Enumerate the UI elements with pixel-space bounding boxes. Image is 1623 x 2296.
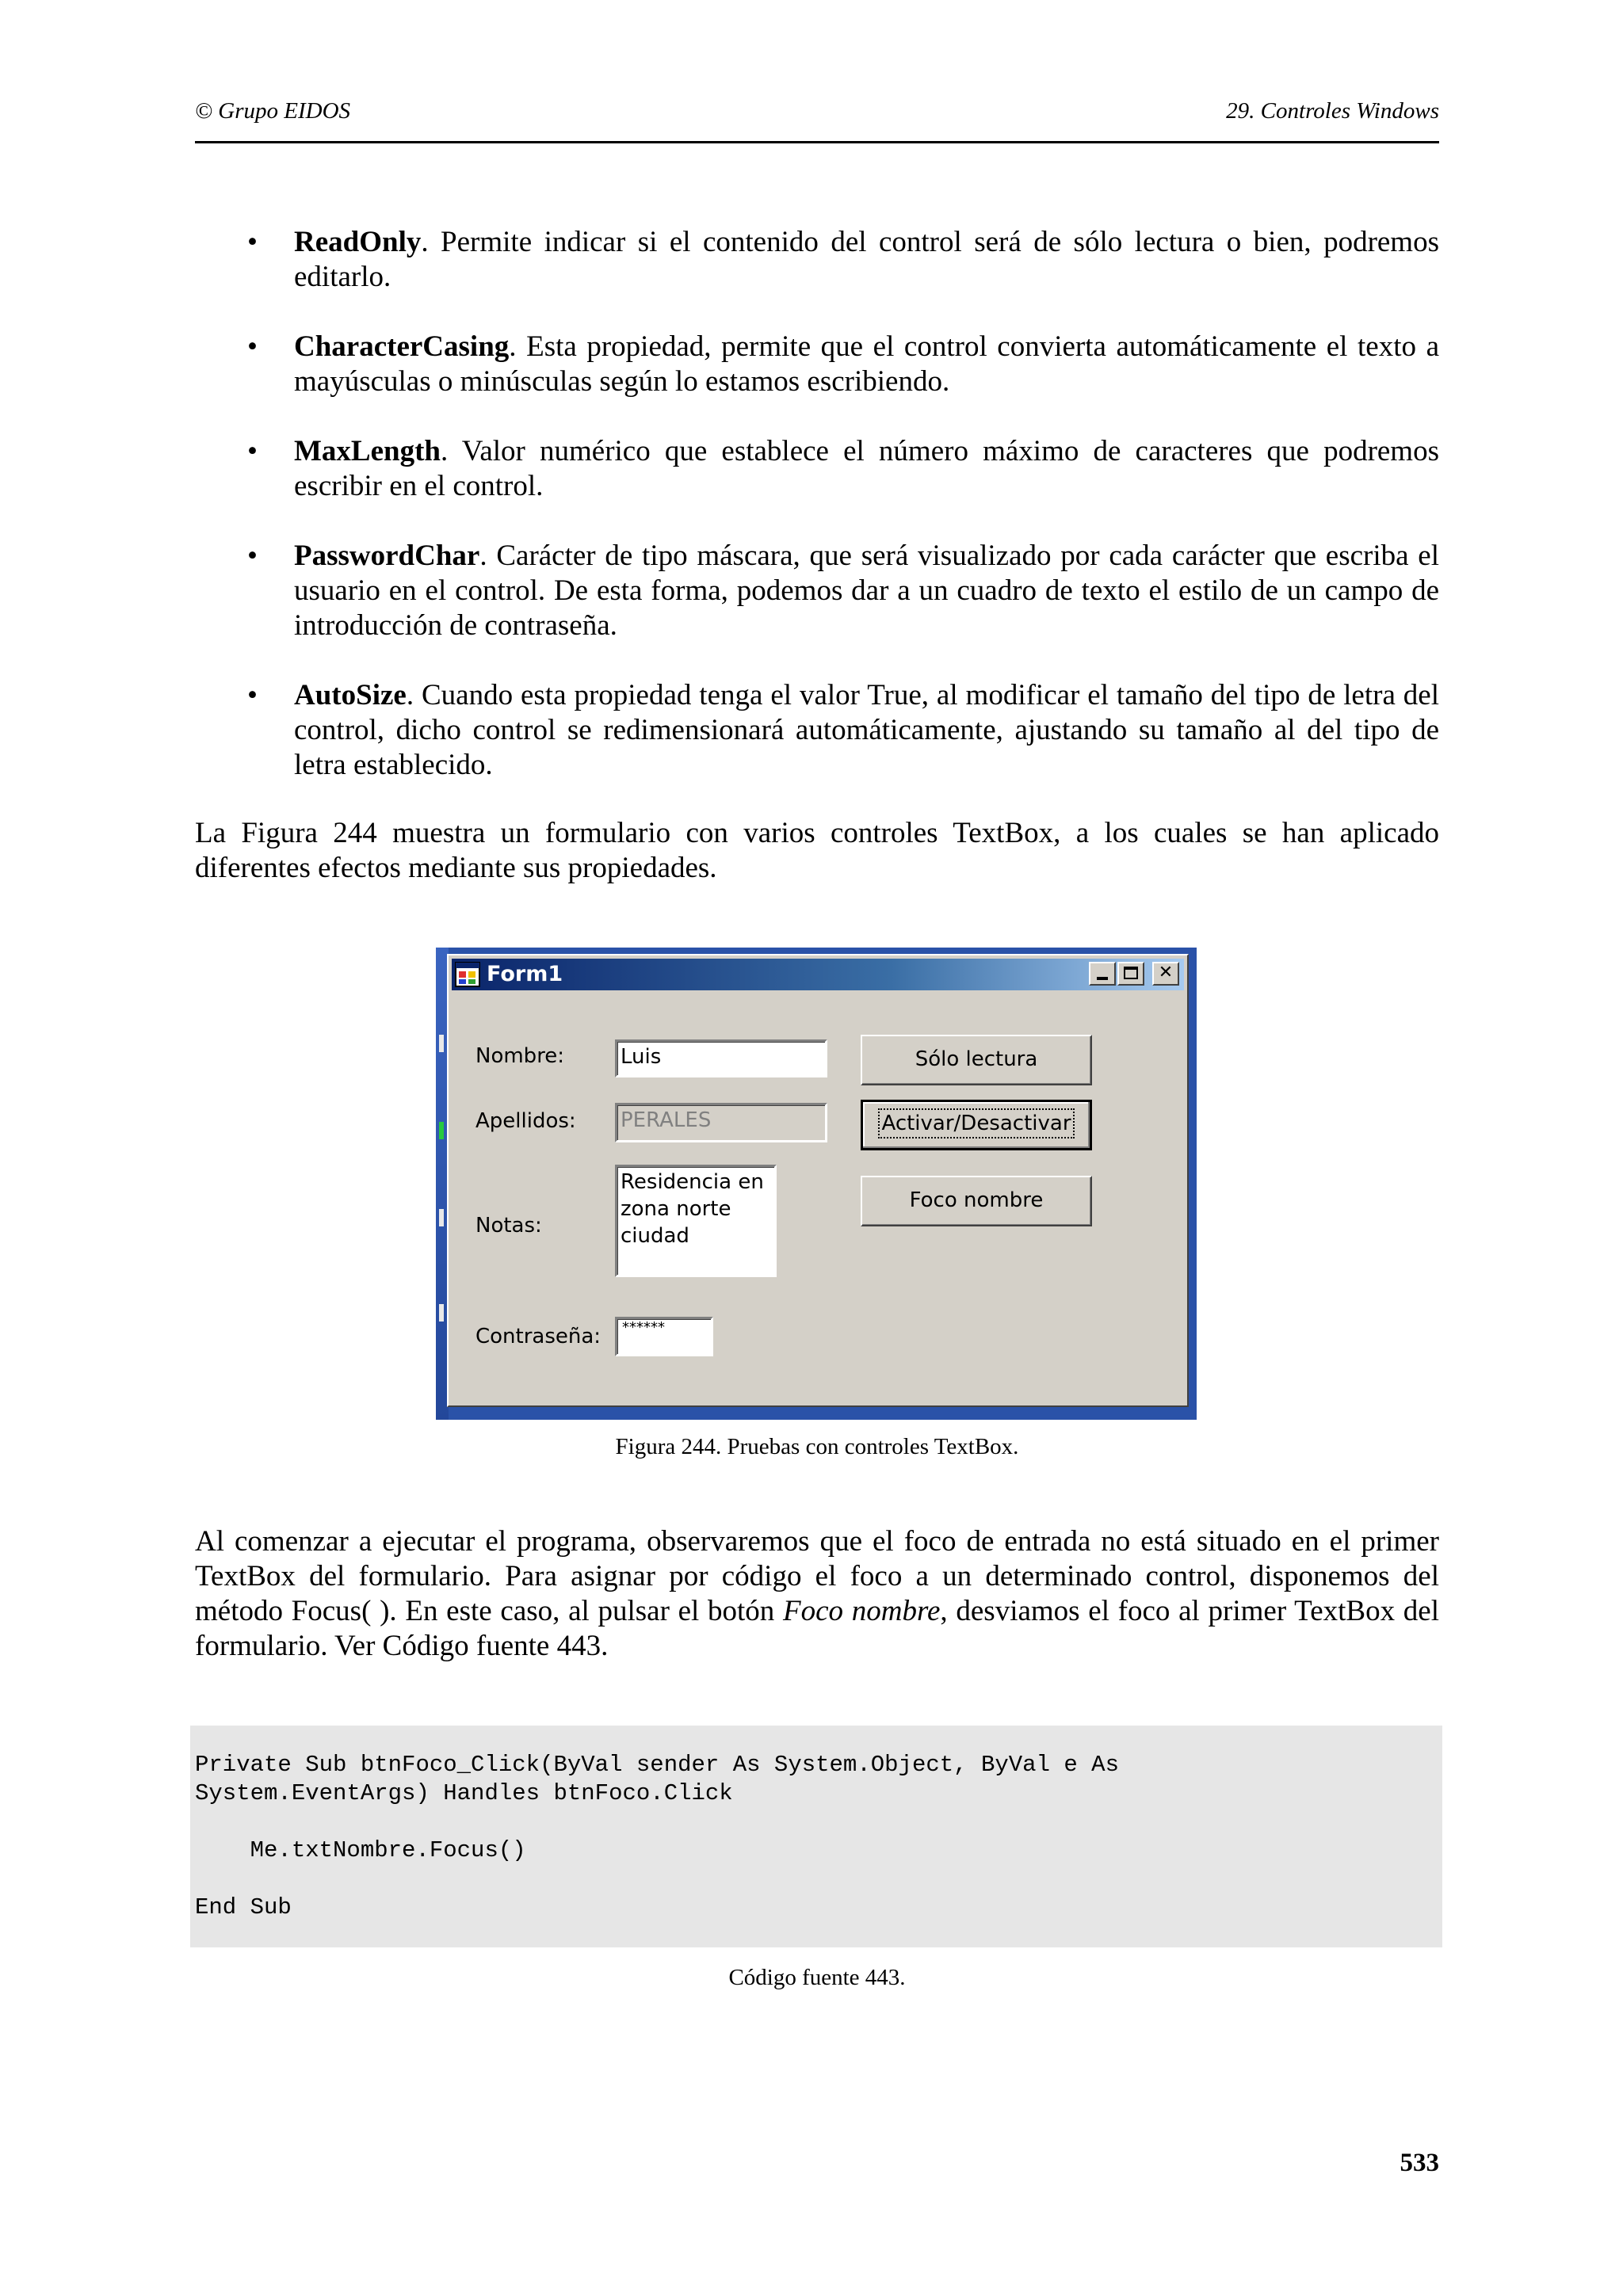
notas-line: zona norte — [621, 1197, 731, 1221]
notas-line: ciudad — [621, 1224, 689, 1248]
contrasena-label: Contraseña: — [475, 1325, 601, 1348]
property-description: . Cuando esta propiedad tenga el valor True, al modificar el tamaño del tipo de letra del control, dicho control se redimensionará automáticamente, ajustando su tamaño al del tipo de letra establecido. — [294, 679, 1439, 781]
desktop-icon-fragment — [439, 1122, 444, 1139]
desktop-icon-fragment — [439, 1304, 444, 1322]
bullet-icon: • — [247, 679, 258, 711]
property-description: . Esta propiedad, permite que el control convierta automáticamente el texto a mayúsculas o minúsculas según lo estamos escribiendo. — [294, 330, 1439, 398]
button-label: Activar/Desactivar — [881, 1112, 1071, 1135]
code-block: Private Sub btnFoco_Click(ByVal sender As System.Object, ByVal e As System.EventArgs) Handles btnFoco.Click Me.txtNombre.Focus() End Sub — [190, 1726, 1442, 1947]
header-chapter: 29. Controles Windows — [1226, 98, 1439, 124]
app-icon — [455, 962, 480, 987]
nombre-label: Nombre: — [475, 1044, 565, 1068]
property-term: AutoSize — [294, 679, 407, 711]
button-label: Sólo lectura — [915, 1047, 1038, 1071]
body-paragraph — [195, 1524, 1439, 1664]
property-description: . Valor numérico que establece el número máximo de caracteres que podremos escribir en el control. — [294, 435, 1439, 502]
paragraph-text: , desviamos el foco al primer TextBox del formulario. Ver Código fuente 443. — [195, 1595, 1439, 1662]
figure-caption: Figura 244. Pruebas con controles TextBox. — [615, 1434, 1019, 1459]
bullet-icon: • — [247, 330, 258, 363]
code-caption: Código fuente 443. — [728, 1965, 906, 1990]
property-term: MaxLength — [294, 435, 441, 467]
title-bar[interactable] — [452, 959, 1184, 990]
notas-label: Notas: — [475, 1214, 542, 1238]
property-term: CharacterCasing — [294, 330, 510, 363]
button-reference: Foco nombre — [783, 1595, 941, 1627]
desktop-icon-fragment — [439, 1209, 444, 1226]
minimize-icon — [1097, 977, 1108, 980]
button-label: Foco nombre — [909, 1188, 1044, 1212]
bullet-icon: • — [247, 226, 258, 258]
close-icon: ✕ — [1158, 963, 1174, 982]
password-input[interactable]: ****** — [615, 1317, 713, 1356]
property-term: PasswordChar — [294, 540, 480, 572]
activar-desactivar-button[interactable] — [861, 1100, 1092, 1150]
solo-lectura-button[interactable] — [861, 1035, 1092, 1085]
maximize-icon — [1124, 967, 1138, 979]
bullet-icon: • — [247, 540, 258, 572]
minimize-button[interactable] — [1089, 962, 1116, 986]
desktop-icon-fragment — [439, 1035, 444, 1052]
list-item — [195, 330, 1439, 399]
intro-paragraph: La Figura 244 muestra un formulario con varios controles TextBox, a los cuales se han aplicado diferentes efectos mediante sus propiedades. — [195, 817, 1439, 884]
list-item — [195, 434, 1439, 504]
form-screenshot — [436, 948, 1197, 1420]
list-item — [195, 539, 1439, 643]
window-title: Form1 — [487, 962, 563, 986]
nombre-input[interactable]: Luis — [615, 1039, 827, 1077]
header-publisher: © Grupo EIDOS — [195, 98, 351, 124]
property-description: . Carácter de tipo máscara, que será visualizado por cada carácter que escriba el usuario en el control. De esta forma, podemos dar a un cuadro de texto el estilo de un campo de introducción de contraseña. — [294, 540, 1439, 642]
property-description: . Permite indicar si el contenido del control será de sólo lectura o bien, podremos editarlo. — [294, 226, 1439, 293]
apellidos-input: PERALES — [615, 1103, 827, 1142]
property-term: ReadOnly — [294, 226, 422, 258]
property-list — [195, 225, 1439, 818]
notas-line: Residencia en — [621, 1170, 764, 1194]
foco-nombre-button[interactable] — [861, 1176, 1092, 1226]
close-button[interactable] — [1152, 962, 1179, 986]
form-window — [447, 954, 1189, 1407]
list-item — [195, 678, 1439, 783]
bullet-icon: • — [247, 435, 258, 467]
list-item — [195, 225, 1439, 295]
apellidos-label: Apellidos: — [475, 1109, 576, 1133]
page-header — [195, 93, 1439, 143]
page-number: 533 — [1400, 2149, 1439, 2177]
maximize-button[interactable] — [1117, 962, 1144, 986]
notas-textarea[interactable] — [615, 1165, 777, 1277]
paragraph-text: Al comenzar a ejecutar el programa, observaremos que el foco de entrada no está situado en el primer TextBox del formulario. Para asignar por código el foco a un determinado control, disponemos del método Focus( ). En este caso, al pulsar el botón — [195, 1525, 1439, 1627]
